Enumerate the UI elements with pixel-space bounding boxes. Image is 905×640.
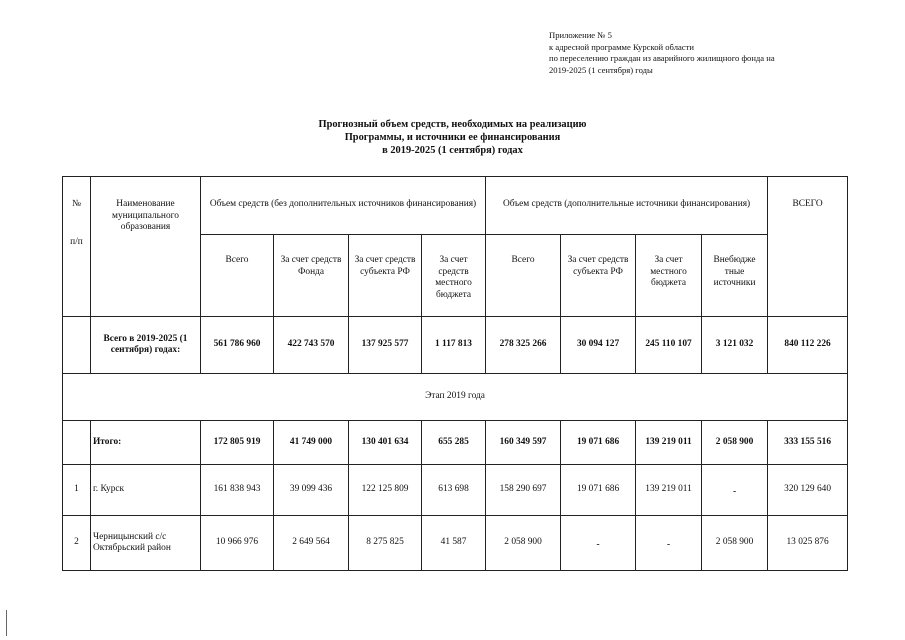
- header-fund-group: Объем средств (без дополнительных источников финансирования): [201, 177, 486, 235]
- header-total: ВСЕГО: [768, 177, 848, 317]
- title-line: Программы, и источники ее финансирования: [344, 132, 561, 143]
- row-value-cell: [702, 465, 768, 516]
- row-value: 41 587: [422, 516, 486, 571]
- header-row-top: [63, 177, 848, 235]
- row-value: 2 058 900: [486, 516, 561, 571]
- header-add-local: За счет местного бюджета: [636, 235, 702, 317]
- stage-total-value: 139 219 011: [636, 421, 702, 465]
- grand-total-value: 30 094 127: [561, 317, 636, 374]
- header-add-extra: Внебюдже тные источники: [702, 235, 768, 317]
- grand-total-value: 137 925 577: [349, 317, 422, 374]
- row-value: 613 698: [422, 465, 486, 516]
- row-value: 13 025 876: [768, 516, 848, 571]
- row-value: -: [666, 540, 671, 551]
- row-value-cell: [561, 516, 636, 571]
- header-number: [63, 177, 91, 317]
- stage-total-value: 130 401 634: [349, 421, 422, 465]
- appendix-line: 2019-2025 (1 сентября) годы: [549, 64, 653, 75]
- row-value: 320 129 640: [768, 465, 848, 516]
- scan-edge-mark: [6, 610, 7, 636]
- row-municipality: г. Курск: [91, 465, 201, 516]
- row-value: -: [596, 540, 600, 551]
- grand-total-value: 561 786 960: [201, 317, 274, 374]
- appendix-line: Приложение № 5: [549, 30, 612, 40]
- row-value: 139 219 011: [636, 465, 702, 516]
- stage-total-value: 655 285: [422, 421, 486, 465]
- financing-table: [62, 176, 848, 571]
- stage-total-value: 41 749 000: [274, 421, 349, 465]
- title-line: Прогнозный объем средств, необходимых на реализацию: [318, 119, 587, 130]
- appendix-line: к адресной программе Курской области: [549, 41, 694, 52]
- header-fund-fund: За счет средств Фонда: [274, 235, 349, 317]
- row-value: 122 125 809: [349, 465, 422, 516]
- row-number: 2: [63, 516, 91, 571]
- document-title: [0, 118, 905, 157]
- header-add-subject: За счет средств субъекта РФ: [561, 235, 636, 317]
- grand-total-value: 3 121 032: [702, 317, 768, 374]
- grand-total-value: 278 325 266: [486, 317, 561, 374]
- stage-total-value: 333 155 516: [768, 421, 848, 465]
- grand-total-row: [63, 317, 848, 374]
- row-value-cell: [636, 516, 702, 571]
- row-municipality: Черницынский с/с Октябрьский район: [91, 516, 201, 571]
- header-fund-subject: За счет средств субъекта РФ: [349, 235, 422, 317]
- table-row: [63, 516, 848, 571]
- row-value: 2 649 564: [274, 516, 349, 571]
- row-value: 158 290 697: [486, 465, 561, 516]
- row-value: 2 058 900: [702, 516, 768, 571]
- header-additional-group: Объем средств (дополнительные источники финансирования): [486, 177, 768, 235]
- appendix-line: по переселению граждан из аварийного жилищного фонда на: [549, 53, 775, 63]
- stage-total-value: 172 805 919: [201, 421, 274, 465]
- header-fund-local: За счет средств местного бюджета: [422, 235, 486, 317]
- stage-total-label: Итого:: [91, 421, 201, 465]
- row-value: 19 071 686: [561, 465, 636, 516]
- header-municipality: Наименование муниципального образования: [91, 177, 201, 317]
- stage-total-value: 2 058 900: [702, 421, 768, 465]
- row-value: 161 838 943: [201, 465, 274, 516]
- row-value: 8 275 825: [349, 516, 422, 571]
- grand-total-value: 840 112 226: [768, 317, 848, 374]
- row-value: 39 099 436: [274, 465, 349, 516]
- stage-total-row: [63, 421, 848, 465]
- stage-total-num: [63, 421, 91, 465]
- grand-total-value: 422 743 570: [274, 317, 349, 374]
- row-number: 1: [63, 465, 91, 516]
- grand-total-value: 245 110 107: [636, 317, 702, 374]
- grand-total-label: Всего в 2019-2025 (1 сентября) годах:: [91, 317, 201, 374]
- row-value: -: [732, 487, 737, 498]
- header-add-all: Всего: [486, 235, 561, 317]
- title-line: в 2019-2025 (1 сентября) годах: [382, 145, 523, 156]
- stage-label: Этап 2019 года: [63, 374, 848, 421]
- stage-total-value: 160 349 597: [486, 421, 561, 465]
- appendix-note: [549, 30, 775, 76]
- grand-total-value: 1 117 813: [422, 317, 486, 374]
- grand-total-num: [63, 317, 91, 374]
- stage-total-value: 19 071 686: [561, 421, 636, 465]
- row-value: 10 966 976: [201, 516, 274, 571]
- header-fund-all: Всего: [201, 235, 274, 317]
- table-row: [63, 465, 848, 516]
- header-number-pp: п/п: [70, 236, 83, 247]
- header-number-symbol: №: [72, 199, 81, 209]
- stage-row: [63, 374, 848, 421]
